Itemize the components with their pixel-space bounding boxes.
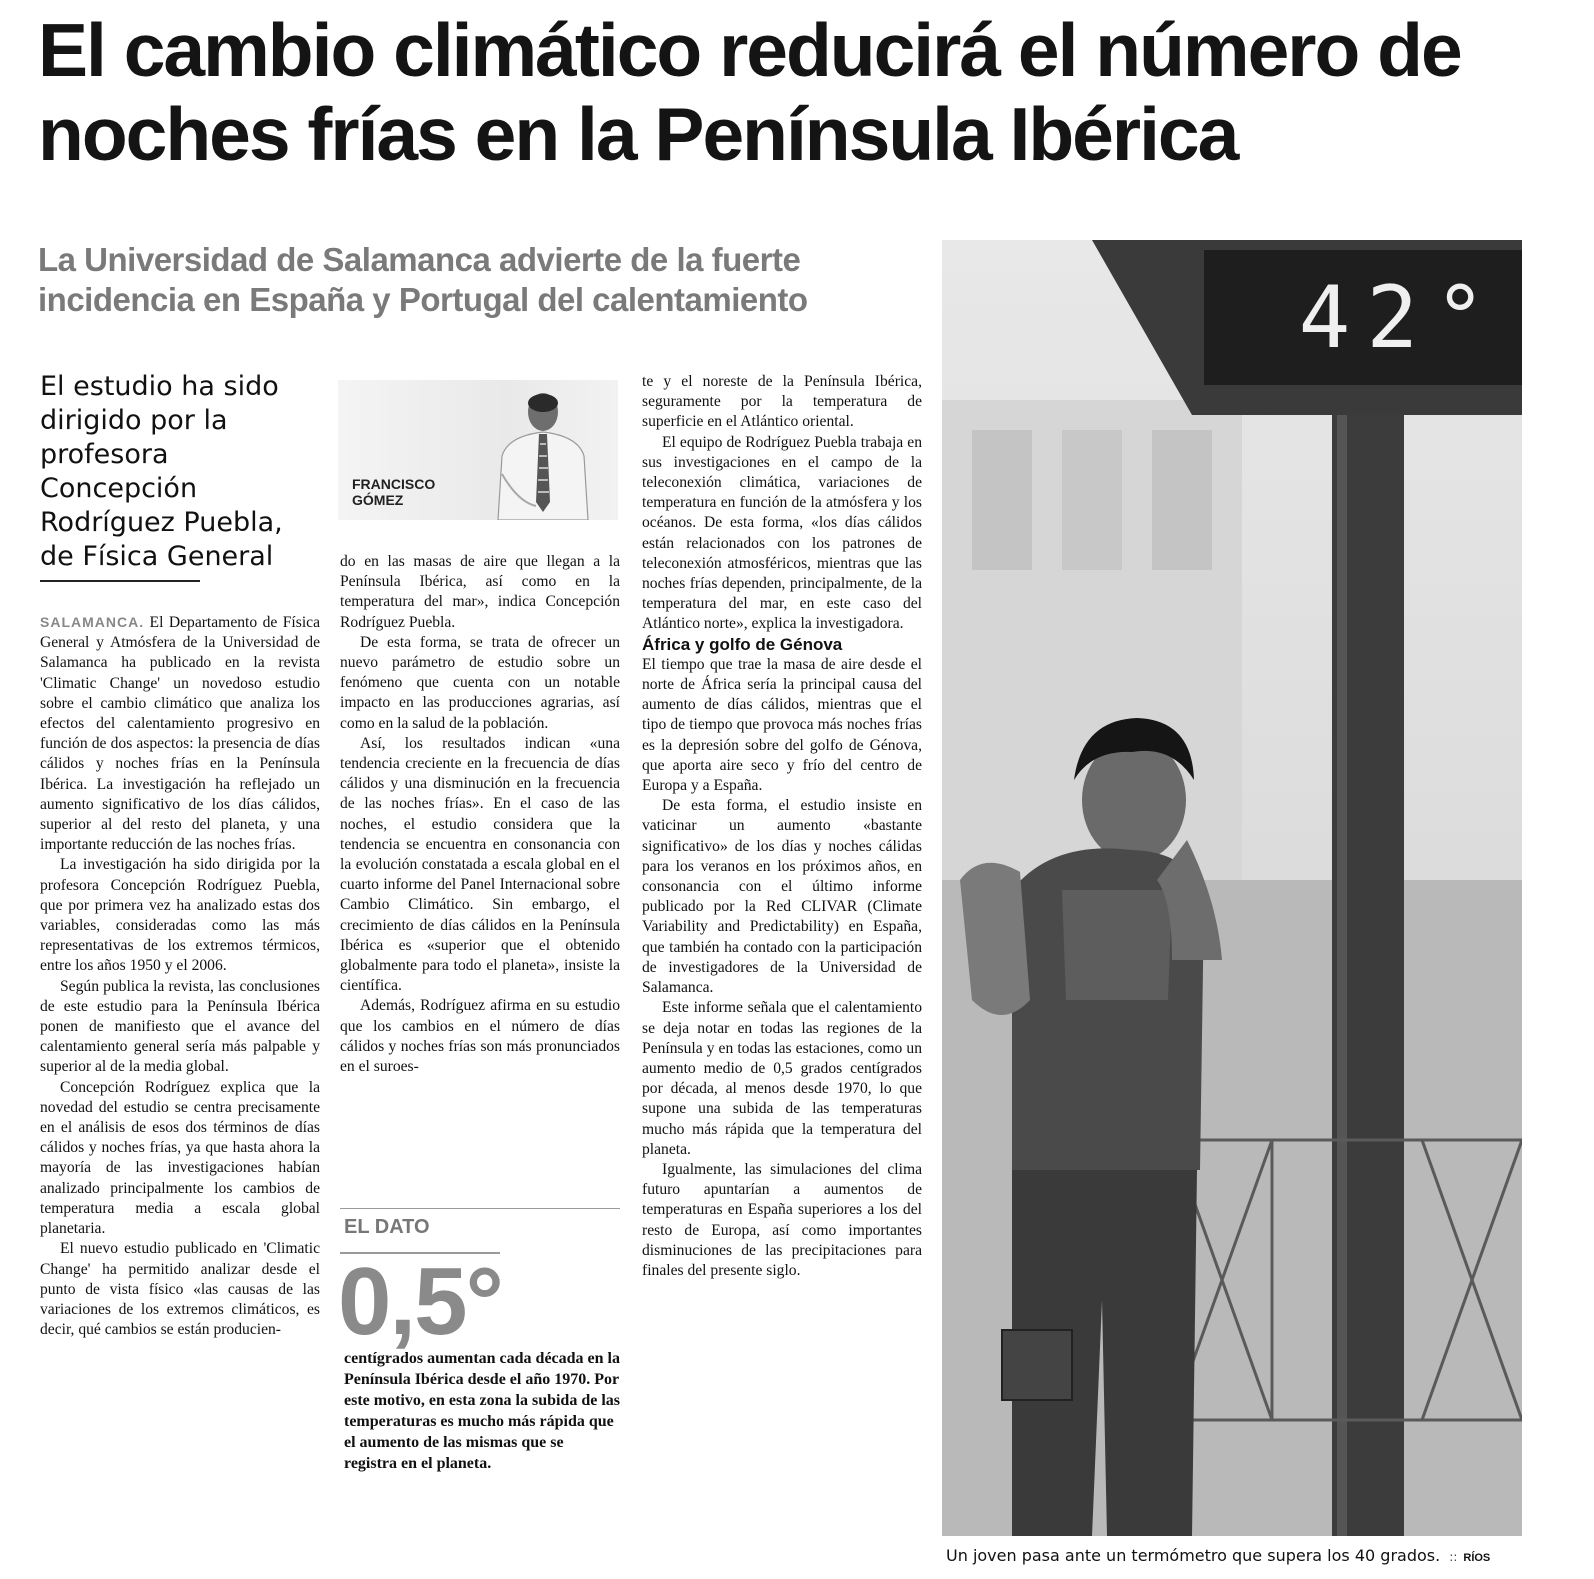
paragraph: te y el noreste de la Península Ibérica, seguramente por la temperatura de superficie en el Atlántico oriental. [642,373,922,431]
paragraph: El Departamento de Física General y Atmósfera de la Universidad de Salamanca ha publicado en la revista 'Climatic Change' un novedoso estudio sobre el cambio climático que analiza los efectos del calentamiento progresivo en función de dos aspectos: la presencia de días cálidos y noches frías en la Península Ibérica. La investigación ha reflejado un aumento significativo de los días cálidos, superior al del resto del planeta, y una importante reducción de las noches frías. [40,614,320,854]
author-last-name: GÓMEZ [352,492,404,508]
paragraph: do en las masas de aire que llegan a la Península Ibérica, así como en la temperatura del mar», indica Concepción Rodríguez Puebla. [340,553,620,631]
section-subtitle: África y golfo de Génova [642,634,843,654]
author-portrait [338,380,618,520]
lead-divider [40,580,200,582]
subheadline: La Universidad de Salamanca advierte de la fuerte incidencia en España y Portugal del calentamiento [38,241,808,318]
el-dato-text: centígrados aumentan cada década en la Península Ibérica desde el año 1970. Por este motivo, en esta zona la subida de las temperaturas es mucho más rápida que el aumento de las mismas que se registra en el planeta. [344,1350,620,1472]
paragraph: El tiempo que trae la masa de aire desde el norte de África sería la principal causa del aumento de días cálidos, mientras que el tipo de tiempo que provoca más noches frías es la depresión sobre del golfo de Génova, que aporta aire seco y frío del centro de Europa y a España. [642,655,922,795]
author-first-name: FRANCISCO [352,476,436,492]
paragraph: Además, Rodríguez afirma en su estudio que los cambios en el número de días cálidos y noches frías son más pronunciados en el suroes- [340,997,620,1076]
el-dato-value: 0,5° [338,1248,502,1355]
paragraph: Según publica la revista, las conclusiones de este estudio para la Península Ibérica ponen de manifiesto que el avance del calentamiento general sería más palpable y superior al de la media global. [40,977,320,1076]
paragraph: El equipo de Rodríguez Puebla trabaja en sus investigaciones en el campo de la teleconexión climática, variaciones de temperatura en función de la atmósfera y los océanos. De esta forma, «los días cálidos están relacionados con los patrones de teleconexión atmosféricos, mientras que las noches frías dependen, principalmente, de la temperatura del mar, en este caso del Atlántico norte», explica la investigadora. [642,433,922,633]
article-column-2 [340,552,620,1077]
lead-text: El estudio ha sido dirigido por la profesora Concepción Rodríguez Puebla, de Física General [40,371,283,572]
caption-text: Un joven pasa ante un termómetro que supera los 40 grados. [946,1546,1441,1565]
article-column-3 [642,372,922,1281]
person-figure-icon [488,384,598,520]
headline: El cambio climático reducirá el número de noches frías en la Península Ibérica [38,8,1461,176]
paragraph: Igualmente, las simulaciones del clima futuro apuntarían a aumentos de temperaturas en España superiores a los del resto de Europa, así como importantes disminuciones de las precipitaciones para finales del presente siglo. [642,1160,922,1279]
photo-scene [942,240,1522,1536]
paragraph: El nuevo estudio publicado en 'Climatic Change' ha permitido analizar desde el punto de vista físico «las causas de las variaciones de los extremos climáticos, es decir, qué cambios se están producien- [40,1240,320,1339]
paragraph: De esta forma, se trata de ofrecer un nuevo parámetro de estudio sobre un fenómeno que cuenta con un notable impacto en las producciones agrarias, así como en la salud de la población. [340,633,620,732]
news-photo [942,240,1522,1536]
photo-caption [946,1546,1546,1565]
photo-credit: RÍOS [1463,1552,1491,1564]
dateline: SALAMANCA. [40,614,145,630]
paragraph: De esta forma, el estudio insiste en vaticinar un aumento «bastante significativo» de los días y noches cálidas para los veranos en los próximos años, en consonancia con el último informe publicado por la Red CLIVAR (Climate Variability and Predictability) en España, que también ha contado con la participación de investigadores de la Universidad de Salamanca. [642,797,922,997]
credit-dots-icon: :: [1449,1550,1458,1564]
paragraph: Así, los resultados indican «una tendencia creciente en la frecuencia de días cálidos y una disminución en la frecuencia de las noches frías». En el caso de las noches, el estudio considera que la tendencia se encuentra en consonancia con la evolución constatada a escala global en el cuarto informe del Panel Internacional sobre Cambio Climático. Sin embargo, el crecimiento de días cálidos en la Península Ibérica es «superior que el obtenido globalmente para todo el planeta», insiste la científica. [340,734,620,995]
el-dato-label: EL DATO [344,1216,430,1238]
paragraph: Concepción Rodríguez explica que la novedad del estudio se centra precisamente en el análisis de esos dos términos de días cálidos y noches frías, ya que hasta ahora la mayoría de las investigaciones habían analizado principalmente los cambios de temperatura media a escala global planetaria. [40,1078,320,1238]
paragraph: La investigación ha sido dirigida por la profesora Concepción Rodríguez Puebla, que por primera vez ha analizado estas dos variables, consideradas como las más representativas de los extremos térmicos, entre los años 1950 y el 2006. [40,856,320,975]
paragraph: Este informe señala que el calentamiento se deja notar en todas las regiones de la Península y en todas las estaciones, como un aumento medio de 0,5 grados centígrados por década, al menos desde 1970, lo que supone una subida de las temperaturas mucho más rápida que la temperatura del planeta. [642,999,922,1158]
dato-divider [340,1208,620,1209]
article-column-1 [40,612,320,1340]
thermometer-reading: 42° [1298,268,1502,368]
